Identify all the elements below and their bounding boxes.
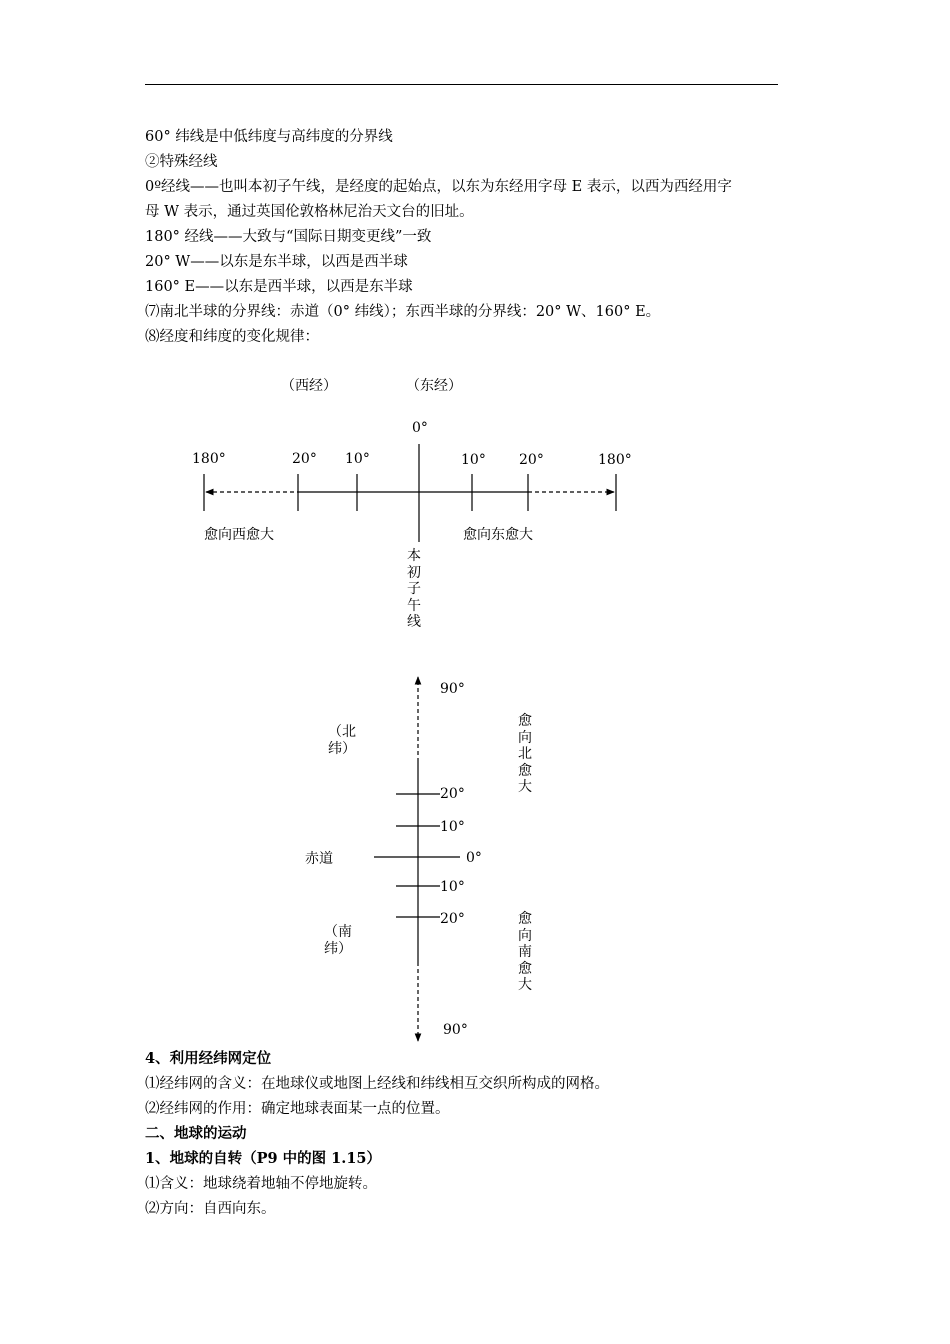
longitude-tick-label-20w: 20° <box>292 451 317 467</box>
latitude-tick-label-20n: 20° <box>440 786 465 802</box>
longitude-tick-label-180e: 180° <box>598 452 632 468</box>
rotation-heading: 1、地球的自转（P9 中的图 1.15） <box>145 1150 381 1167</box>
latitude-tick-label-90s: 90° <box>443 1022 468 1038</box>
latitude-tick-label-90n: 90° <box>440 681 465 697</box>
latitude-tick-label-0: 0° <box>466 850 482 866</box>
grid-meaning: ⑴经纬网的含义：在地球仪或地图上经线和纬线相互交织所构成的网格。 <box>145 1076 609 1092</box>
west-longitude-label: （西经） <box>281 378 337 394</box>
west-increase-note: 愈向西愈大 <box>204 527 274 543</box>
grid-purpose: ⑵经纬网的作用：确定地球表面某一点的位置。 <box>145 1101 450 1117</box>
south-latitude-label: （南纬） <box>324 924 352 957</box>
north-latitude-label: （北纬） <box>328 724 356 757</box>
text-line-1: 60° 纬线是中低纬度与高纬度的分界线 <box>145 129 393 145</box>
text-line-4: 母 W 表示，通过英国伦敦格林尼治天文台的旧址。 <box>145 204 474 220</box>
latitude-tick-label-10s: 10° <box>440 879 465 895</box>
text-line-6: 20° W——以东是东半球，以西是西半球 <box>145 254 408 270</box>
text-line-2: ②特殊经线 <box>145 154 218 170</box>
text-line-8: ⑺南北半球的分界线：赤道（0° 纬线）；东西半球的分界线：20° W、160° E。 <box>145 304 661 320</box>
longitude-tick-label-20e: 20° <box>519 452 544 468</box>
prime-meridian-label: 本初子午线 <box>407 548 421 630</box>
longitude-tick-label-0: 0° <box>412 420 428 436</box>
chapter-2-heading: 二、地球的运动 <box>145 1125 247 1142</box>
longitude-tick-label-180w: 180° <box>192 451 226 467</box>
latitude-tick-label-10n: 10° <box>440 819 465 835</box>
east-longitude-label: （东经） <box>406 378 462 394</box>
north-increase-note: 愈向北愈大 <box>518 713 532 795</box>
text-line-5: 180° 经线——大致与“国际日期变更线”一致 <box>145 229 432 245</box>
text-line-9: ⑻经度和纬度的变化规律： <box>145 329 319 345</box>
text-line-3: 0º经线——也叫本初子午线，是经度的起始点，以东为东经用字母 E 表示，以西为西经用字 <box>145 179 732 195</box>
south-increase-note: 愈向南愈大 <box>518 911 532 993</box>
equator-label: 赤道 <box>305 851 333 867</box>
section-4-heading: 4、利用经纬网定位 <box>145 1050 272 1067</box>
east-increase-note: 愈向东愈大 <box>463 527 533 543</box>
longitude-tick-label-10e: 10° <box>461 452 486 468</box>
rotation-direction: ⑵方向：自西向东。 <box>145 1201 276 1217</box>
rotation-meaning: ⑴含义：地球绕着地轴不停地旋转。 <box>145 1176 377 1192</box>
longitude-tick-label-10w: 10° <box>345 451 370 467</box>
latitude-tick-label-20s: 20° <box>440 911 465 927</box>
text-line-7: 160° E——以东是西半球，以西是东半球 <box>145 279 413 295</box>
